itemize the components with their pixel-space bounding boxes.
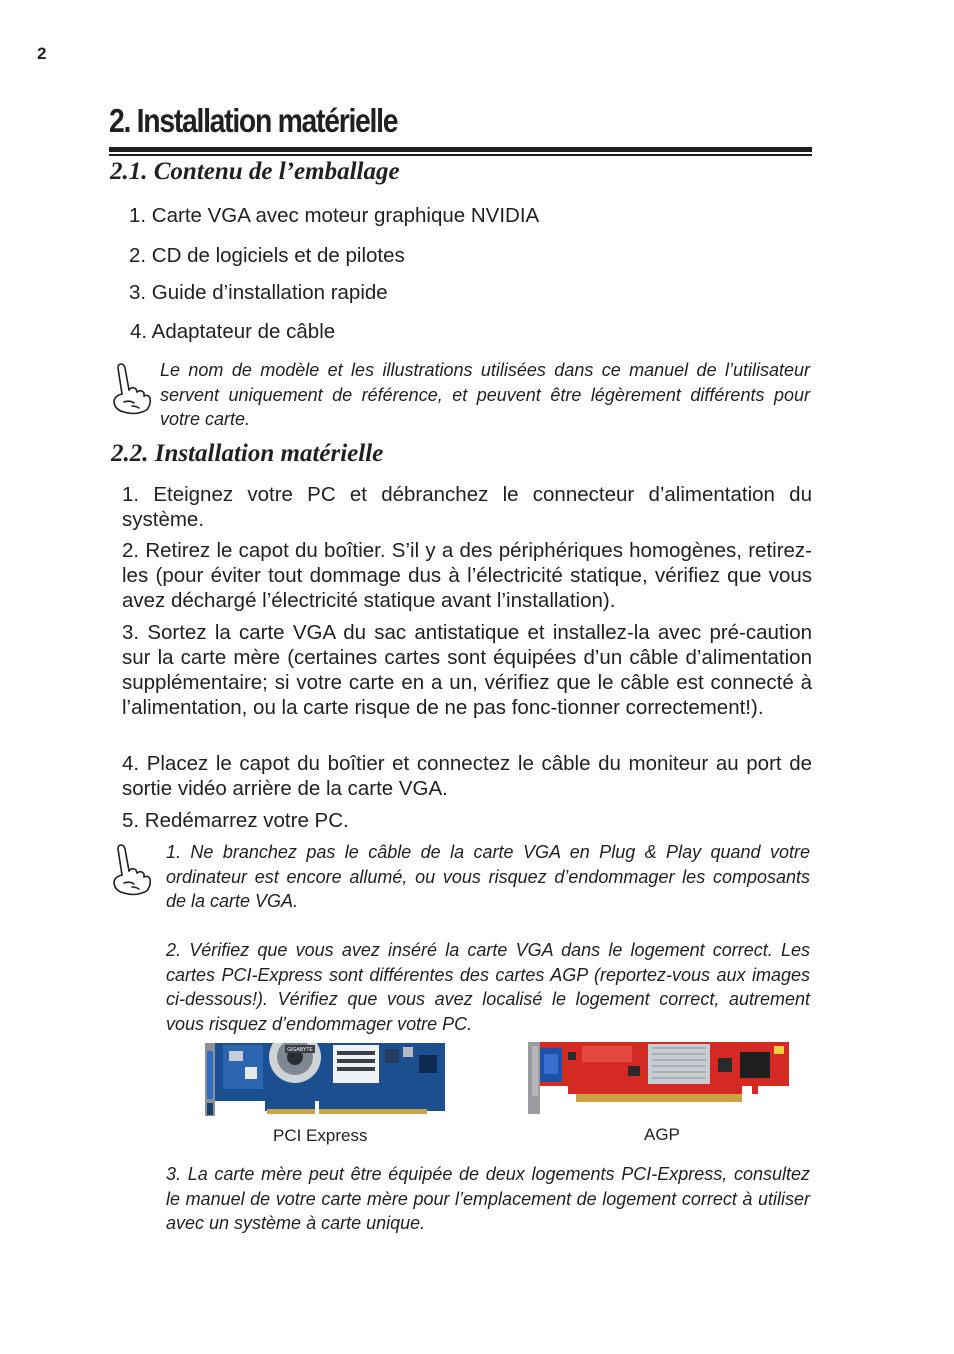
- step-paragraph: 1. Eteignez votre PC et débranchez le connecteur d’alimentation du système.: [122, 483, 812, 531]
- pointing-hand-icon: [110, 843, 154, 903]
- note-text: 1. Ne branchez pas le câble de la carte VGA en Plug & Play quand votre ordinateur est encore allumé, ou vous risquez d’endommager les composants de la carte VGA.: [166, 842, 810, 911]
- list-item: 2. CD de logiciels et de pilotes: [129, 244, 405, 267]
- title-rule-thick: [109, 147, 812, 152]
- title-rule-thin: [109, 154, 812, 156]
- page-number: 2: [37, 44, 47, 63]
- note-text: 2. Vérifiez que vous avez inséré la carte VGA dans le logement correct. Les cartes PCI-Express sont différentes des cartes AGP (reportez-vous aux images ci-dessous!). Vérifiez que vous avez localisé le logement correct, autrement vous risquez d’endommager votre PC.: [166, 940, 810, 1034]
- chapter-title: 2. Installation matérielle: [109, 102, 398, 139]
- pci-express-caption: PCI Express: [273, 1126, 368, 1145]
- step-paragraph: 4. Placez le capot du boîtier et connectez le câble du moniteur au port de sortie vidéo arrière de la carte VGA.: [122, 752, 812, 800]
- note-text: 3. La carte mère peut être équipée de deux logements PCI-Express, consultez le manuel de votre carte mère pour l’emplacement de logement correct à utiliser avec un système à carte unique.: [166, 1164, 810, 1233]
- step-paragraph: 2. Retirez le capot du boîtier. S’il y a des périphériques homogènes, retirez-les (pour éviter tout dommage dus à l’électricité statique, vérifiez que vous avez déchargé l’électricité statique avant l’installation).: [122, 539, 812, 612]
- list-item: 3. Guide d’installation rapide: [129, 281, 388, 304]
- note-text: Le nom de modèle et les illustrations utilisées dans ce manuel de l’utilisateur servent uniquement de référence, et peuvent être légèrement différents pour votre carte.: [160, 360, 810, 429]
- step-paragraph: 3. Sortez la carte VGA du sac antistatique et installez-la avec pré-caution sur la carte mère (certaines cartes sont équipées d’un câble d’alimentation supplémentaire; si votre carte en a un, vérifiez que le câble est connecté à l’alimentation, ou la carte risque de ne pas fonc-tionner correctement!).: [122, 621, 812, 719]
- section-title-contents: 2.1. Contenu de l’emballage: [110, 158, 400, 185]
- list-item: 1. Carte VGA avec moteur graphique NVIDIA: [129, 204, 540, 227]
- pointing-hand-icon: [110, 362, 154, 422]
- agp-caption: AGP: [644, 1125, 680, 1144]
- step-paragraph: 5. Redémarrez votre PC.: [122, 809, 349, 832]
- pci-express-card-image: [205, 1043, 445, 1116]
- agp-card-image: [528, 1042, 789, 1114]
- list-item: 4. Adaptateur de câble: [130, 320, 336, 343]
- section-title-installation: 2.2. Installation matérielle: [111, 440, 384, 467]
- card-brand-text: GIGABYTE: [287, 1047, 313, 1053]
